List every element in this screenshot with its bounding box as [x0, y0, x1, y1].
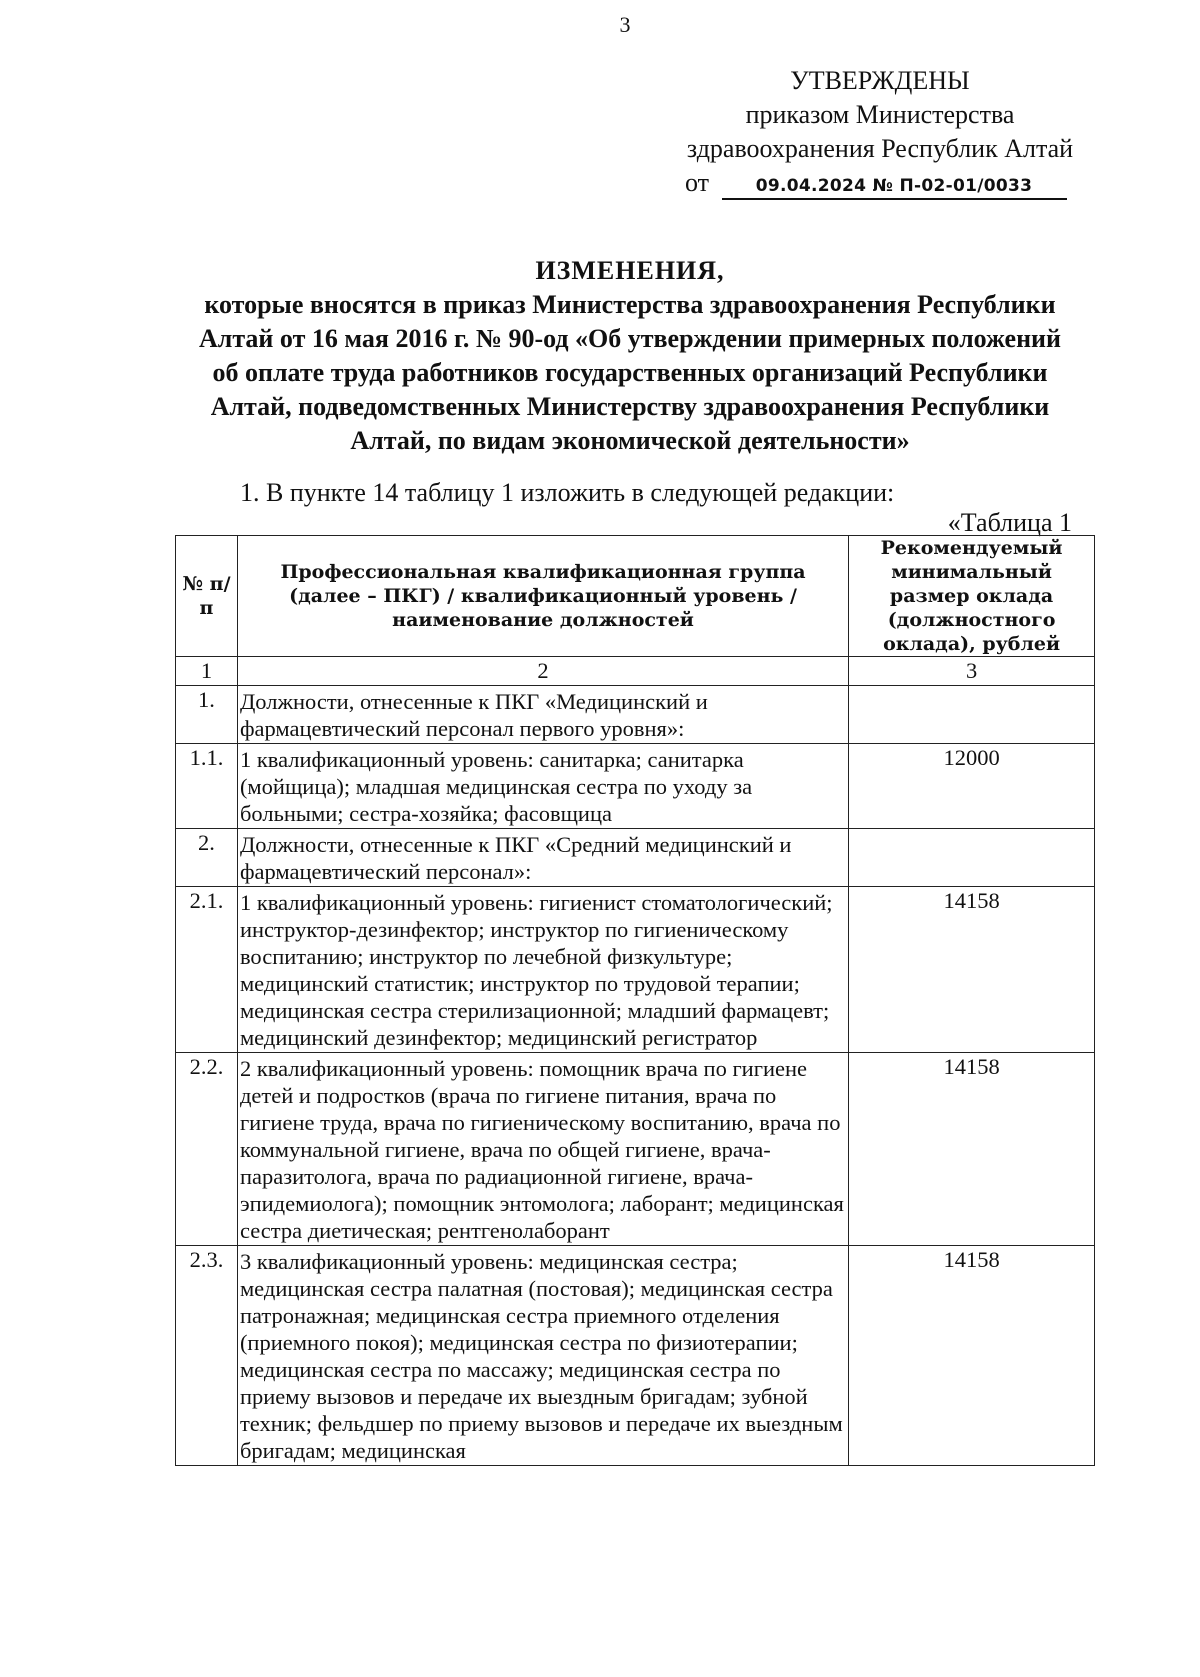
- title-main: ИЗМЕНЕНИЯ,: [535, 256, 725, 285]
- row-number: 2.: [176, 829, 238, 887]
- page-number: 3: [619, 12, 631, 37]
- approval-block: [660, 64, 1100, 200]
- approval-line-1: приказом Министерства: [745, 100, 1015, 129]
- approval-line-2: здравоохранения Республик Алтай: [686, 134, 1074, 163]
- salary-table: [175, 535, 1095, 1466]
- row-salary: 14158: [849, 887, 1095, 1053]
- date-value: 09.04.2024 № П-02-01/0033: [722, 174, 1067, 200]
- column-number: 1: [176, 657, 238, 686]
- row-description: 1 квалификационный уровень: гигиенист стоматологический; инструктор-дезинфектор; инструктор по гигиеническому воспитанию; инструктор по лечебной физкультуре; медицинский статистик; инструктор по трудовой терапии; медицинская сестра стерилизационной; младший фармацевт; медицинский дезинфектор; медицинский регистратор: [237, 887, 848, 1053]
- row-number: 1.1.: [176, 744, 238, 829]
- row-description: Должности, отнесенные к ПКГ «Средний медицинский и фармацевтический персонал»:: [237, 829, 848, 887]
- row-salary: 14158: [849, 1053, 1095, 1246]
- row-description: 1 квалификационный уровень: санитарка; санитарка (мойщица); младшая медицинская сестра по уходу за больными; сестра-хозяйка; фасовщица: [237, 744, 848, 829]
- row-salary: 12000: [849, 744, 1095, 829]
- document-title: [165, 254, 1095, 458]
- title-line-5: Алтай, по видам экономической деятельности»: [350, 426, 910, 455]
- intro-paragraph: 1. В пункте 14 таблицу 1 изложить в следующей редакции:: [240, 478, 895, 507]
- title-line-1: которые вносятся в приказ Министерства здравоохранения Республики: [204, 290, 1056, 319]
- row-number: 2.1.: [176, 887, 238, 1053]
- row-number: 2.3.: [176, 1246, 238, 1466]
- header-number: № п/п: [176, 536, 238, 657]
- row-description: 2 квалификационный уровень: помощник врача по гигиене детей и подростков (врача по гигиене питания, врача по гигиене труда, врача по гигиеническому воспитанию, врача по коммунальной гигиене, врача по общей гигиене, врача-паразитолога, врача по радиационной гигиене, врача-эпидемиолога); помощник энтомолога; лаборант; медицинская сестра диетическая; рентгенолаборант: [237, 1053, 848, 1246]
- column-number-row: [176, 657, 1095, 686]
- table-caption: «Таблица 1: [947, 508, 1072, 537]
- row-salary: 14158: [849, 1246, 1095, 1466]
- header-row: [176, 536, 1095, 657]
- title-line-2: Алтай от 16 мая 2016 г. № 90-од «Об утверждении примерных положений: [198, 324, 1062, 353]
- row-number: 2.2.: [176, 1053, 238, 1246]
- table-row: [176, 686, 1095, 744]
- table-row: [176, 829, 1095, 887]
- row-number: 1.: [176, 686, 238, 744]
- title-line-4: Алтай, подведомственных Министерству здравоохранения Республики: [210, 392, 1050, 421]
- column-number: 3: [849, 657, 1095, 686]
- row-salary: [849, 686, 1095, 744]
- row-salary: [849, 829, 1095, 887]
- table-row: [176, 887, 1095, 1053]
- header-salary: Рекомендуемый минимальный размер оклада (должностного оклада), рублей: [849, 536, 1095, 657]
- table-row: [176, 1053, 1095, 1246]
- row-description: 3 квалификационный уровень: медицинская сестра; медицинская сестра палатная (постовая); медицинская сестра патронажная; медицинская сестра приемного отделения (приемного покоя); медицинская сестра по физиотерапии; медицинская сестра по массажу; медицинская сестра по приему вызовов и передаче их выездным бригадам; зубной техник; фельдшер по приему вызовов и передаче их выездным бригадам; медицинская: [237, 1246, 848, 1466]
- header-group: Профессиональная квалификационная группа (далее – ПКГ) / квалификационный уровень / наименование должностей: [237, 536, 848, 657]
- row-description: Должности, отнесенные к ПКГ «Медицинский и фармацевтический персонал первого уровня»:: [237, 686, 848, 744]
- table-row: [176, 744, 1095, 829]
- date-prefix: от: [685, 168, 710, 197]
- approval-heading: УТВЕРЖДЕНЫ: [790, 66, 970, 95]
- approval-date-line: [660, 166, 1100, 200]
- column-number: 2: [237, 657, 848, 686]
- title-line-3: об оплате труда работников государственных организаций Республики: [212, 358, 1048, 387]
- table-row: [176, 1246, 1095, 1466]
